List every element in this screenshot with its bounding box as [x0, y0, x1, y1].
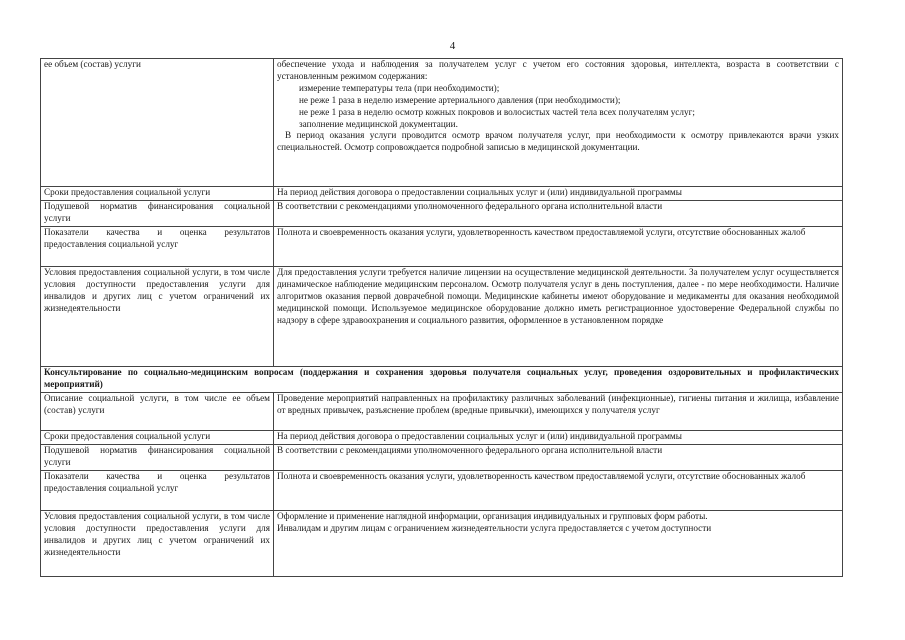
- list-item: заполнение медицинской документации.: [299, 118, 458, 129]
- row-content: В соответствии с рекомендациями уполномоченного федерального органа исполнительной власти: [274, 445, 843, 471]
- list-item: не реже 1 раза в неделю осмотр кожных покровов и волосистых частей тела всех получателям услуг;: [299, 106, 695, 117]
- table-row: [41, 267, 843, 367]
- row-content: На период действия договора о предоставлении социальных услуг и (или) индивидуальной программы: [274, 187, 843, 201]
- table-row: [41, 227, 843, 267]
- table-row: [41, 59, 843, 187]
- row-label: Условия предоставления социальной услуги, в том числе условия доступности предоставления услуги для инвалидов и других лиц с учетом ограничений их жизнедеятельности: [41, 511, 274, 577]
- table-row: [41, 445, 843, 471]
- table-row: [41, 511, 843, 577]
- page-number: 4: [449, 40, 456, 52]
- row-label: Сроки предоставления социальной услуги: [41, 187, 274, 201]
- row-content: Для предоставления услуги требуется наличие лицензии на осуществление медицинской деятельности. За получателем услуг осуществляется динамическое наблюдение медицинским персоналом. Осмотр получателя услуг в день поступления, далее - по мере необходимости. Наличие алгоритмов оказания первой доврачебной помощи. Медицинские кабинеты имеют оборудование и медикаменты для оказания необходимой медицинской помощи. Используемое медицинское оборудование должно иметь регистрационное удостоверение Федеральной службы по надзору в сфере здравоохранения и социального развития, оформленное в установленном порядке: [274, 267, 843, 367]
- row-label: ее объем (состав) услуги: [41, 59, 274, 187]
- row-content: Полнота и своевременность оказания услуги, удовлетворенность качеством предоставляемой услуги, отсутствие обоснованных жалоб: [274, 471, 843, 511]
- row-label: Подушевой норматив финансирования социальной услуги: [41, 445, 274, 471]
- row-label: Показатели качества и оценка результатов предоставления социальной услуг: [41, 227, 274, 267]
- content-intro: обеспечение ухода и наблюдения за получателем услуг с учетом его состояния здоровья, интеллекта, возраста в соответствии с установленным режимом содержания:: [277, 59, 839, 81]
- section-heading: Консультирование по социально-медицинским вопросам (поддержания и сохранения здоровья получателя социальных услуг, проведения оздоровительных и профилактических мероприятий): [41, 367, 843, 393]
- content-line: Оформление и применение наглядной информации, организация индивидуальных и групповых форм работы.: [277, 511, 708, 521]
- table-row: [41, 201, 843, 227]
- row-content: Полнота и своевременность оказания услуги, удовлетворенность качеством предоставляемой услуги, отсутствие обоснованных жалоб: [274, 227, 843, 267]
- table-row: [41, 393, 843, 431]
- row-label: Сроки предоставления социальной услуги: [41, 431, 274, 445]
- row-content: На период действия договора о предоставлении социальных услуг и (или) индивидуальной программы: [274, 431, 843, 445]
- table-row: [41, 187, 843, 201]
- row-content: В соответствии с рекомендациями уполномоченного федерального органа исполнительной власти: [274, 201, 843, 227]
- list-item: измерение температуры тела (при необходимости);: [299, 82, 500, 93]
- row-label: Показатели качества и оценка результатов предоставления социальной услуг: [41, 471, 274, 511]
- content-outro: В период оказания услуги проводится осмотр врачом получателя услуг, при необходимости к осмотру привлекаются врачи узких специальностей. Осмотр сопровождается подробной записью в медицинской документации.: [277, 130, 839, 153]
- row-label: Условия предоставления социальной услуги, в том числе условия доступности предоставления услуги для инвалидов и других лиц с учетом ограничений их жизнедеятельности: [41, 267, 274, 367]
- list-item: не реже 1 раза в неделю измерение артериального давления (при необходимости);: [299, 94, 621, 105]
- row-content: Проведение мероприятий направленных на профилактику различных заболеваний (инфекционные), гигиены питания и жилища, избавление от вредных привычек, разъяснение проблем (вредные привычки), имеющихся у получателя услуг: [274, 393, 843, 431]
- table-row: [41, 471, 843, 511]
- row-content: [274, 59, 843, 187]
- services-table: [40, 58, 843, 577]
- content-line: Инвалидам и другим лицам с ограничением жизнедеятельности услуга предоставляется с учетом доступности: [277, 522, 712, 533]
- row-content: [274, 511, 843, 577]
- table-row: [41, 367, 843, 393]
- table-row: [41, 431, 843, 445]
- row-label: Описание социальной услуги, в том числе ее объем (состав) услуги: [41, 393, 274, 431]
- row-label: Подушевой норматив финансирования социальной услуги: [41, 201, 274, 227]
